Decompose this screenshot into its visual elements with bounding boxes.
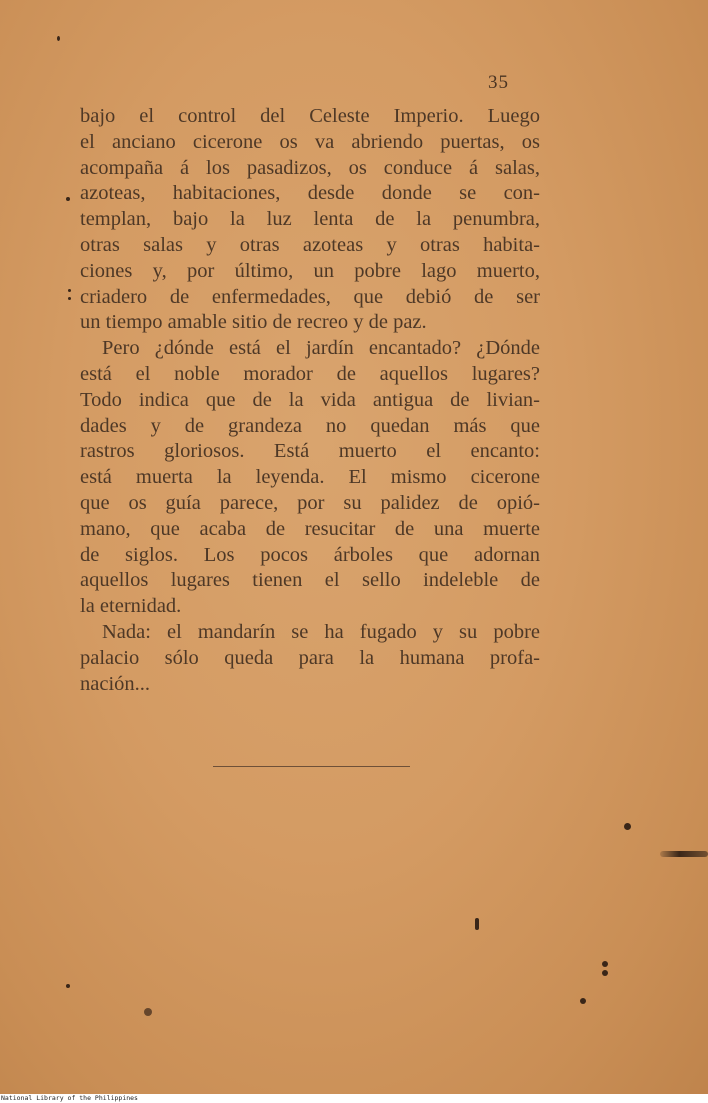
text-line: la eternidad. (80, 595, 182, 618)
page-number: 35 (488, 72, 509, 93)
paper-speck (580, 998, 586, 1004)
text-line: rastros gloriosos. Está muerto el encanto: (80, 440, 540, 463)
paper-speck (66, 984, 70, 988)
text-line: un tiempo amable sitio de recreo y de paz. (80, 311, 427, 334)
text-line: Todo indica que de la vida antigua de livian- (80, 388, 540, 411)
text-line: Nada: el mandarín se ha fugado y su pobre (102, 620, 540, 643)
paper-speck (624, 823, 631, 830)
paper-speck (57, 36, 60, 41)
section-divider (213, 766, 410, 767)
paper-speck (66, 197, 70, 201)
text-line: otras salas y otras azoteas y otras habita- (80, 233, 540, 256)
library-credit: National Library of the Philippines (1, 1094, 138, 1102)
text-line: de siglos. Los pocos árboles que adornan (80, 543, 540, 566)
text-line: templan, bajo la luz lenta de la penumbra, (80, 208, 540, 231)
paper-speck (475, 918, 479, 930)
text-line: azoteas, habitaciones, desde donde se con- (80, 182, 540, 205)
text-line: Pero ¿dónde está el jardín encantado? ¿Dónde (102, 337, 540, 360)
paper-speck (68, 297, 71, 300)
text-line: que os guía parece, por su palidez de opió- (80, 491, 540, 514)
ink-smudge (660, 851, 708, 857)
paper-speck (68, 289, 71, 292)
paper-speck (602, 961, 608, 967)
text-line: el anciano cicerone os va abriendo puertas, os (80, 130, 540, 153)
text-line: acompaña á los pasadizos, os conduce á salas, (80, 156, 540, 179)
text-line: dades y de grandeza no quedan más que (80, 414, 540, 437)
body-text (80, 104, 540, 697)
text-line: mano, que acaba de resucitar de una muerte (80, 517, 540, 540)
text-line: aquellos lugares tienen el sello indeleble de (80, 569, 540, 592)
text-line: nación... (80, 672, 151, 695)
text-line: está el noble morador de aquellos lugares? (80, 362, 540, 385)
paper-speck (144, 1008, 152, 1016)
text-line: bajo el control del Celeste Imperio. Luego (80, 105, 540, 127)
paper-speck (602, 970, 608, 976)
text-line: palacio sólo queda para la humana profa- (80, 646, 540, 669)
text-line: criadero de enfermedades, que debió de ser (80, 285, 540, 308)
text-line: está muerta la leyenda. El mismo cicerone (80, 466, 540, 489)
text-line: ciones y, por último, un pobre lago muerto, (80, 259, 540, 282)
